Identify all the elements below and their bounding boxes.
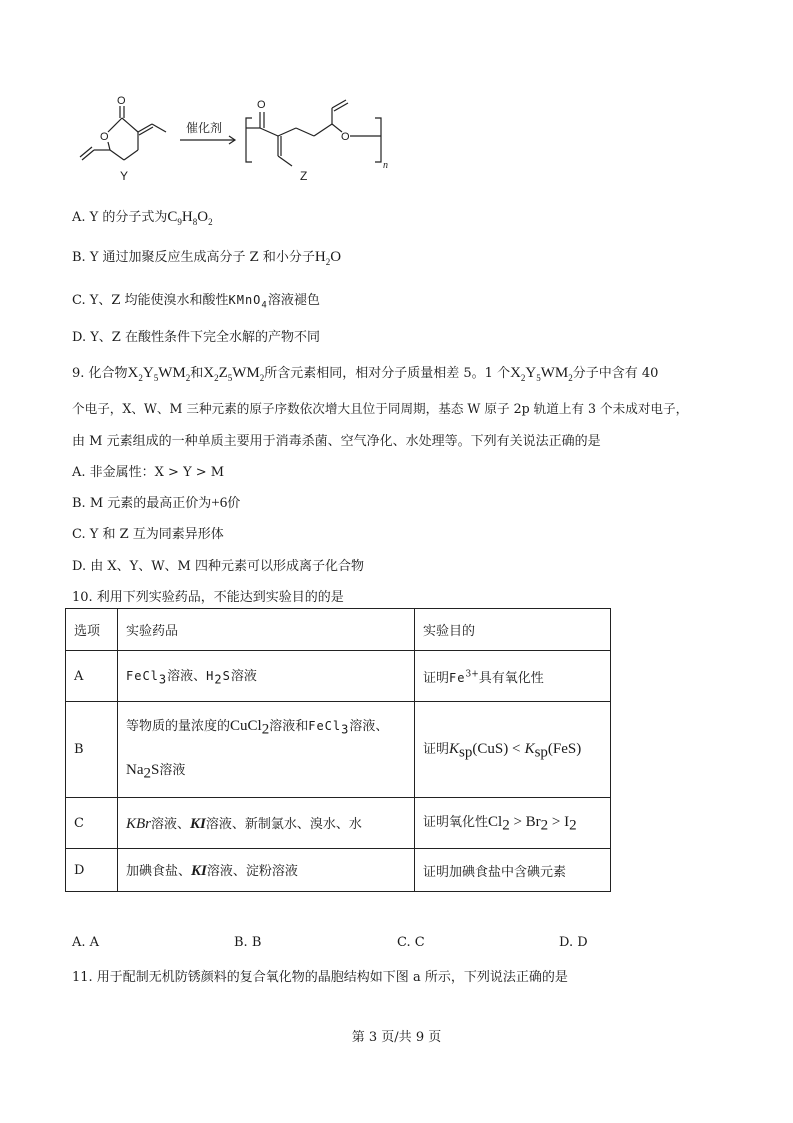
formula-x2y5wm2: $X_2Y_5WM_2$ xyxy=(127,365,191,383)
q8-option-c: C. Y、Z 均能使溴水和酸性KMnO$_4$溶液褪色 xyxy=(72,293,320,311)
row-b-goal: 证明$K_{sp}(CuS) < K_{sp}(FeS)$ xyxy=(415,702,611,798)
row-a-goal: 证明$Fe^{3+}$具有氧化性 xyxy=(415,651,611,702)
row-c-goal: 证明氧化性$Cl_2 > Br_2 > I_2$ xyxy=(415,798,611,849)
formula-x2z5wm2: $X_2Z_5WM_2$ xyxy=(203,365,265,383)
table-row: A FeCl$_3$溶液、$H_2S$溶液 证明$Fe^{3+}$具有氧化性 xyxy=(66,651,611,702)
q10-choice-a: A. A xyxy=(72,935,100,950)
q9-option-d: D. 由 X、Y、W、M 四种元素可以形成离子化合物 xyxy=(72,559,364,574)
formula-x2y5wm2-b: $X_2Y_5WM_2$ xyxy=(510,365,573,383)
ring-o-label: O xyxy=(100,131,109,143)
table-row: B 等物质的量浓度的CuCl$_2$溶液和FeCl$_3$溶液、 $Na_2S$溶液 证明$K_{sp}(CuS) < K_{sp}(FeS)$ xyxy=(66,702,611,798)
table-row: D 加碘食盐、KI溶液、淀粉溶液 证明加碘食盐中含碘元素 xyxy=(66,849,611,892)
catalyst-label: 催化剂 xyxy=(186,121,223,135)
row-a-reagents: FeCl$_3$溶液、$H_2S$溶液 xyxy=(118,651,415,702)
row-d-goal: 证明加碘食盐中含碘元素 xyxy=(415,849,611,892)
q9-stem-line2: 个电子，X、W、M 三种元素的原子序数依次增大且位于同周期，基态 W 原子 2p 轨道上有 3 个未成对电子， xyxy=(72,401,689,416)
q10-stem: 10. 利用下列实验药品，不能达到实验目的的是 xyxy=(72,590,344,605)
q11-stem: 11. 用于配制无机防锈颜料的复合氧化物的晶胞结构如下图 a 所示，下列说法正确的是 xyxy=(72,970,568,985)
reactant-label: Y xyxy=(120,169,129,183)
table-row: C KBr溶液、KI溶液、新制氯水、溴水、水 证明氧化性$Cl_2 > Br_2 > I_2$ xyxy=(66,798,611,849)
q8-option-a: A. Y 的分子式为$C_9H_8O_2$ xyxy=(72,209,213,227)
header-goal: 实验目的 xyxy=(415,609,611,651)
polymer-n: n xyxy=(383,160,388,171)
q9-option-b: B. M 元素的最高正价为+6价 xyxy=(72,495,241,511)
q10-table xyxy=(65,608,611,892)
row-b-reagents: 等物质的量浓度的CuCl$_2$溶液和FeCl$_3$溶液、 $Na_2S$溶液 xyxy=(118,702,415,798)
q10-choice-b: B. B xyxy=(234,935,262,950)
z-carbonyl-o: O xyxy=(257,99,266,111)
table-header-row xyxy=(66,609,611,651)
page-footer: 第 3 页/共 9 页 xyxy=(351,1030,442,1045)
header-reagents: 实验药品 xyxy=(118,609,415,651)
q8-option-b: B. Y 通过加聚反应生成高分子 Z 和小分子$H_2O$ xyxy=(72,249,342,267)
formula-y: $C_9H_8O_2$ xyxy=(167,209,213,227)
product-label: Z xyxy=(300,169,308,183)
header-option: 选项 xyxy=(66,609,118,651)
row-c-reagents: KBr溶液、KI溶液、新制氯水、溴水、水 xyxy=(118,798,415,849)
q9-option-a: A. 非金属性：X > Y > M xyxy=(72,465,225,480)
z-ether-o: O xyxy=(341,131,350,143)
q9-stem-line1: 9. 化合物$X_2Y_5WM_2$和$X_2Z_5WM_2$所含元素相同，相对分子质量相差 5。1 个$X_2Y_5WM_2$分子中含有 40 xyxy=(72,365,659,383)
formula-water: $H_2O$ xyxy=(314,249,342,267)
q10-choice-c: C. C xyxy=(397,935,425,950)
q8-option-d: D. Y、Z 在酸性条件下完全水解的产物不同 xyxy=(72,330,320,345)
carbonyl-o-label: O xyxy=(117,95,126,107)
formula-kmno4: KMnO$_4$ xyxy=(228,293,268,311)
q9-stem-line3: 由 M 元素组成的一种单质主要用于消毒杀菌、空气净化、水处理等。下列有关说法正确的是 xyxy=(72,434,601,449)
reaction-scheme xyxy=(60,88,390,188)
q9-option-c: C. Y 和 Z 互为同素异形体 xyxy=(72,527,224,542)
row-d-reagents: 加碘食盐、KI溶液、淀粉溶液 xyxy=(118,849,415,892)
q10-choice-d: D. D xyxy=(559,935,588,950)
